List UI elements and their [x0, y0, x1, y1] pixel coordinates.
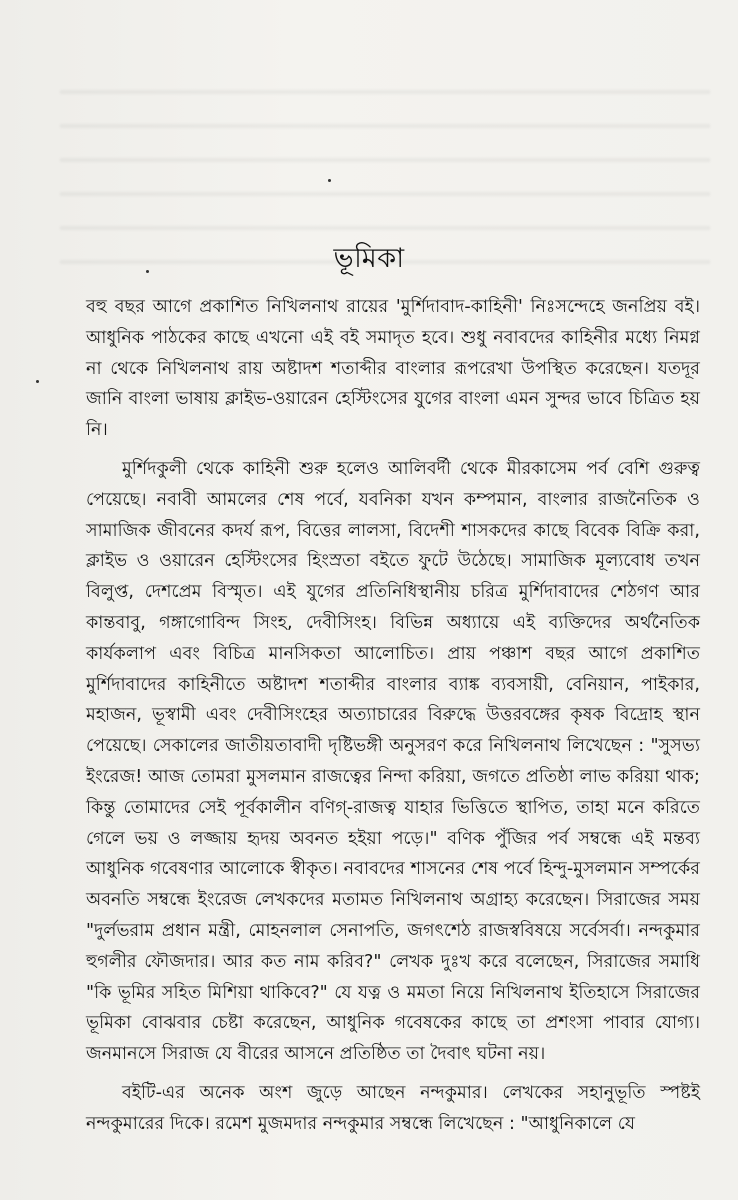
- speck: [328, 179, 331, 182]
- speck: [36, 380, 39, 383]
- page-title: ভূমিকা: [333, 243, 405, 274]
- paragraph-3: বইটি-এর অনেক অংশ জুড়ে আছেন নন্দকুমার। লেখকের সহানুভূতি স্পষ্টই নন্দকুমারের দিকে। রমেশ মুজমদার নন্দকুমার সম্বন্ধে লিখেছেন : "আধুনিকালে যে: [86, 1082, 700, 1134]
- paragraph-2: মুর্শিদকুলী থেকে কাহিনী শুরু হলেও আলিবর্দী থেকে মীরকাসেম পর্ব বেশি গুরুত্ব পেয়েছে। নবাবী আমলের শেষ পর্বে, যবনিকা যখন কম্পমান, বাংলার রাজনৈতিক ও সামাজিক জীবনের কদর্য রূপ, বিত্তের লালসা, বিদেশী শাসকদের কাছে বিবেক বিক্রি করা, ক্লাইভ ও ওয়ারেন হেস্টিংসের হিংস্রতা বইতে ফুটে উঠেছে। সামাজিক মূল্যবোধ তখন বিলুপ্ত, দেশপ্রেম বিস্মৃত। এই যুগের প্রতিনিধিস্থানীয় চরিত্র মুর্শিদাবাদের শেঠগণ আর কান্তবাবু, গঙ্গাগোবিন্দ সিংহ, দেবীসিংহ। বিভিন্ন অধ্যায়ে এই ব্যক্তিদের অর্থনৈতিক কার্যকলাপ এবং বিচিত্র মানসিকতা আলোচিত। প্রায় পঞ্চাশ বছর আগে প্রকাশিত মুর্শিদাবাদের কাহিনীতে অষ্টাদশ শতাব্দীর বাংলার ব্যাঙ্ক ব্যবসায়ী, বেনিয়ান, পাইকার, মহাজন, ভূস্বামী এবং দেবীসিংহের অত্যাচারের বিরুদ্ধে উত্তরবঙ্গের কৃষক বিদ্রোহ স্থান পেয়েছে। সেকালের জাতীয়তাবাদী দৃষ্টিভঙ্গী অনুসরণ করে নিখিলনাথ লিখেছেন : "সুসভ্য ইংরেজ! আজ তোমরা মুসলমান রাজত্বের নিন্দা করিয়া, জগতে প্রতিষ্ঠা লাভ করিয়া থাক; কিন্তু তোমাদের সেই পূর্বকালীন বণিগ্-রাজত্ব যাহার ভিত্তিতে স্থাপিত, তাহা মনে করিতে গেলে ভয় ও লজ্জায় হৃদয় অবনত হইয়া পড়ে।" বণিক পুঁজির পর্ব সম্বন্ধে এই মন্তব্য আধুনিক গবেষণার আলোকে স্বীকৃত। নবাবদের শাসনের শেষ পর্বে হিন্দু-মুসলমান সম্পর্কের অবনতি সম্বন্ধে ইংরেজ লেখকদের মতামত নিখিলনাথ অগ্রাহ্য করেছেন। সিরাজের সময় "দুর্লভরাম প্রধান মন্ত্রী, মোহনলাল সেনাপতি, জগৎশেঠ রাজস্ববিষয়ে সর্বেসর্বা। নন্দকুমার হুগলীর ফৌজদার। আর কত নাম করিব?" লেখক দুঃখ করে বলেছেন, সিরাজের সমাধি "কি ভূমির সহিত মিশিয়া থাকিবে?" যে যত্ন ও মমতা নিয়ে নিখিলনাথ ইতিহাসে সিরাজের ভূমিকা বোঝবার চেষ্টা করেছেন, আধুনিক গবেষকের কাছে তা প্রশংসা পাবার যোগ্য। জনমানসে সিরাজ যে বীরের আসনে প্রতিষ্ঠিত তা দৈবাৎ ঘটনা নয়।: [86, 458, 700, 1065]
- body-text: [86, 292, 700, 1140]
- paragraph-1: বহু বছর আগে প্রকাশিত নিখিলনাথ রায়ের 'মুর্শিদাবাদ-কাহিনী' নিঃসন্দেহে জনপ্রিয় বই। আধুনিক পাঠকের কাছে এখনো এই বই সমাদৃত হবে। শুধু নবাবদের কাহিনীর মধ্যে নিমগ্ন না থেকে নিখিলনাথ রায় অষ্টাদশ শতাব্দীর বাংলার রূপরেখা উপস্থিত করেছেন। যতদূর জানি বাংলা ভাষায় ক্লাইভ-ওয়ারেন হেস্টিংসের যুগের বাংলা এমন সুন্দর ভাবে চিত্রিত হয় নি।: [86, 297, 700, 441]
